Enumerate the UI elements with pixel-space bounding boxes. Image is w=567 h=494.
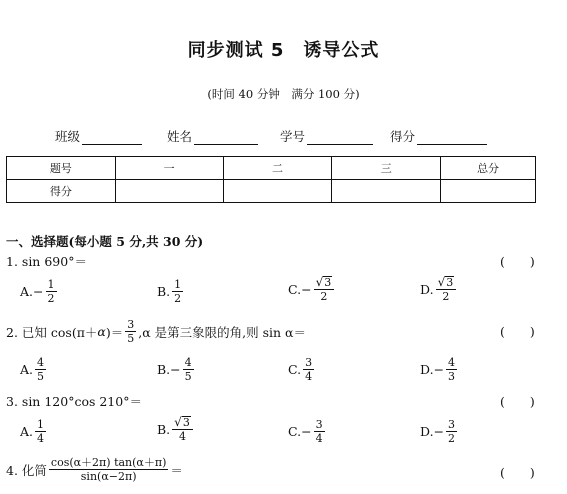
option-a[interactable] xyxy=(20,418,48,445)
denominator: 4 xyxy=(305,370,313,383)
denominator: 2 xyxy=(174,292,182,305)
fraction xyxy=(172,278,183,305)
numerator xyxy=(314,276,335,290)
fraction xyxy=(35,418,46,445)
score-table-cell: 得分 xyxy=(7,180,116,203)
stem-text: 4. 化简 xyxy=(6,462,47,478)
question-1-stem: 1. sin 690°＝ xyxy=(6,254,87,269)
alpha-symbol: α xyxy=(97,324,106,339)
denominator: 4 xyxy=(315,432,323,445)
score-table-cell: 题号 xyxy=(7,157,116,180)
answer-blank[interactable]: ( ) xyxy=(500,254,535,269)
denominator: 3 xyxy=(448,370,456,383)
denominator: 4 xyxy=(37,432,45,445)
numerator: 1 xyxy=(47,278,55,291)
question-2-stem xyxy=(6,318,306,345)
score-table-cell: 一 xyxy=(115,157,223,180)
student-id-blank[interactable] xyxy=(307,130,373,145)
denominator: 2 xyxy=(448,432,456,445)
numerator: cos(α＋2π) tan(α＋π) xyxy=(50,456,167,469)
radicand: 3 xyxy=(446,276,454,289)
denominator: 2 xyxy=(47,292,55,305)
option-a[interactable] xyxy=(20,356,48,383)
numerator: 3 xyxy=(127,318,135,331)
option-letter: B. xyxy=(157,422,171,437)
score-table-header-row xyxy=(7,157,536,180)
denominator: 5 xyxy=(127,332,135,345)
section-heading: 一、选择题(每小题 5 分,共 30 分) xyxy=(6,234,204,249)
minus-sign: − xyxy=(170,362,181,377)
option-letter: B. xyxy=(157,362,171,377)
option-letter: C. xyxy=(288,282,302,297)
minus-sign: − xyxy=(301,282,312,297)
option-letter: D. xyxy=(420,362,434,377)
score-table-cell: 三 xyxy=(332,157,441,180)
option-d[interactable] xyxy=(420,356,459,383)
denominator: 2 xyxy=(442,290,450,303)
score-table-cell: 二 xyxy=(223,157,332,180)
name-field xyxy=(167,127,258,145)
fraction xyxy=(172,416,193,443)
fraction xyxy=(314,418,325,445)
numerator: 1 xyxy=(174,278,182,291)
answer-blank[interactable]: ( ) xyxy=(500,394,535,409)
score-label: 得分 xyxy=(390,129,416,144)
fraction xyxy=(436,276,457,303)
stem-text: )＝ xyxy=(105,324,124,340)
sqrt-icon: √ 3 xyxy=(174,415,190,429)
answer-blank[interactable]: ( ) xyxy=(500,324,535,339)
score-blank[interactable] xyxy=(417,130,487,145)
option-letter: A. xyxy=(20,424,34,439)
score-field xyxy=(390,127,487,145)
option-letter: B. xyxy=(157,284,171,299)
option-b[interactable] xyxy=(157,356,196,383)
numerator: 4 xyxy=(448,356,456,369)
score-entry-cell[interactable] xyxy=(223,180,332,203)
denominator: sin(α−2π) xyxy=(80,470,137,483)
score-table-score-row xyxy=(7,180,536,203)
radicand: 3 xyxy=(324,276,332,289)
fraction xyxy=(125,318,136,345)
fraction xyxy=(446,418,457,445)
option-c[interactable] xyxy=(288,418,327,445)
answer-blank[interactable]: ( ) xyxy=(500,465,535,480)
option-b[interactable] xyxy=(157,278,185,305)
numerator: 4 xyxy=(37,356,45,369)
sqrt-icon: √ 3 xyxy=(315,275,332,289)
student-id-label: 学号 xyxy=(280,129,306,144)
fraction xyxy=(303,356,314,383)
option-c[interactable] xyxy=(288,356,316,383)
stem-text: ,α 是第三象限的角,则 sin α＝ xyxy=(138,324,306,340)
score-table-cell: 总分 xyxy=(441,157,536,180)
class-label: 班级 xyxy=(55,129,81,144)
stem-text: ＝ xyxy=(170,462,183,478)
minus-sign: − xyxy=(433,424,445,439)
option-letter: D. xyxy=(420,282,434,297)
minus-sign: − xyxy=(301,424,312,439)
minus-sign: − xyxy=(433,362,445,377)
minus-sign: − xyxy=(33,284,44,299)
option-a[interactable] xyxy=(20,278,59,305)
score-entry-cell[interactable] xyxy=(441,180,536,203)
fraction xyxy=(446,356,457,383)
option-c[interactable] xyxy=(288,276,336,303)
option-letter: C. xyxy=(288,424,302,439)
fraction xyxy=(35,356,46,383)
numerator xyxy=(436,276,457,290)
score-table xyxy=(6,156,536,203)
numerator xyxy=(172,416,193,430)
denominator: 2 xyxy=(320,290,328,303)
question-3-stem: 3. sin 120°cos 210°＝ xyxy=(6,394,142,409)
time-score-note: (时间 40 分钟 满分 100 分) xyxy=(207,87,360,101)
score-entry-cell[interactable] xyxy=(332,180,441,203)
numerator: 4 xyxy=(184,356,192,369)
option-b[interactable] xyxy=(157,416,195,443)
name-label: 姓名 xyxy=(167,129,193,144)
name-blank[interactable] xyxy=(194,130,258,145)
sqrt-icon: √ 3 xyxy=(437,275,454,289)
option-letter: A. xyxy=(20,362,34,377)
question-4-stem xyxy=(6,456,183,483)
option-letter: D. xyxy=(420,424,434,439)
student-id-field xyxy=(280,127,373,145)
option-d[interactable] xyxy=(420,418,459,445)
score-entry-cell[interactable] xyxy=(115,180,223,203)
numerator: 3 xyxy=(315,418,323,431)
fraction xyxy=(49,456,168,483)
option-d[interactable] xyxy=(420,276,458,303)
stem-text: 2. 已知 cos(π＋ xyxy=(6,324,98,340)
fraction xyxy=(183,356,194,383)
numerator: 3 xyxy=(448,418,456,431)
denominator: 4 xyxy=(179,430,186,443)
fraction xyxy=(46,278,57,305)
numerator: 1 xyxy=(37,418,45,431)
class-blank[interactable] xyxy=(82,130,142,145)
option-letter: A. xyxy=(20,284,34,299)
option-letter: C. xyxy=(288,362,302,377)
fraction xyxy=(314,276,335,303)
denominator: 5 xyxy=(184,370,192,383)
page-title: 同步测试 5 诱导公式 xyxy=(187,40,380,61)
numerator: 3 xyxy=(305,356,313,369)
class-field xyxy=(55,127,142,145)
radicand: 3 xyxy=(182,416,190,429)
denominator: 5 xyxy=(37,370,45,383)
